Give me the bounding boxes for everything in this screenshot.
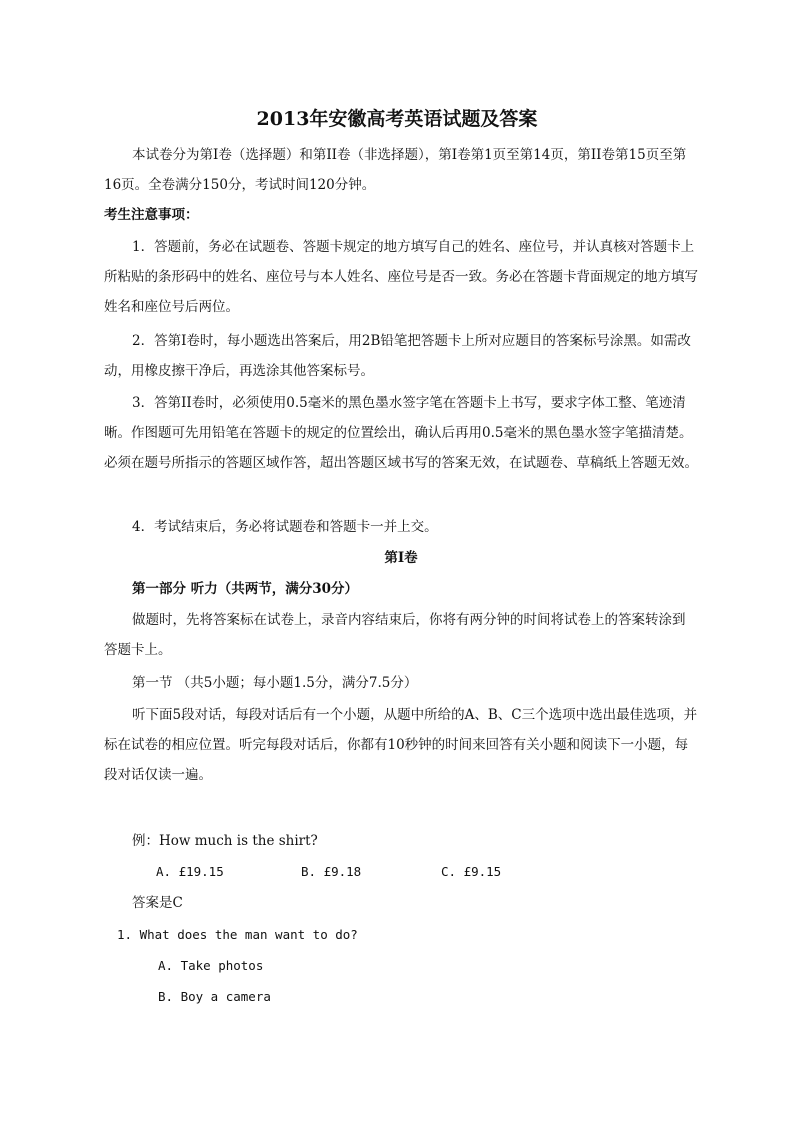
volume-title: 第Ⅰ卷 (384, 550, 418, 566)
section1-instruction: 听下面5段对话，每段对话后有一个小题，从题中所给的A、B、C三个选项中选出最佳选项，并标在试卷的相应位置。听完每段对话后，你都有10秒钟的时间来回答有关小题和阅读下一小题，每段对话仅读一遍。 (104, 707, 698, 783)
example-question: 例：How much is the shirt? (132, 833, 318, 849)
notice-heading: 考生注意事项： (104, 207, 199, 223)
notice-item-1: 1．答题前，务必在试题卷、答题卡规定的地方填写自己的姓名、座位号，并认真核对答题卡上所粘贴的条形码中的姓名、座位号与本人姓名、座位号是否一致。务必在答题卡背面规定的地方填写姓名和座位号后两位。 (104, 239, 698, 315)
example-option-c: C. £9.15 (441, 864, 502, 879)
question-1-option-b: B. Boy a camera (158, 989, 271, 1004)
part1-heading: 第一部分 听力（共两节，满分30分） (132, 581, 358, 597)
notice-item-2: 2．答第Ⅰ卷时，每小题选出答案后，用2B铅笔把答题卡上所对应题目的答案标号涂黑。如需改动，用橡皮擦干净后，再选涂其他答案标号。 (104, 333, 691, 379)
section1-heading: 第一节 （共5小题；每小题1.5分，满分7.5分） (132, 675, 418, 691)
notice-item-4: 4．考试结束后，务必将试题卷和答题卡一并上交。 (132, 519, 438, 535)
example-answer: 答案是C (132, 895, 183, 911)
question-1-stem: 1. What does the man want to do? (117, 927, 358, 942)
example-option-b: B. £9.18 (301, 864, 362, 879)
part1-instruction: 做题时，先将答案标在试卷上，录音内容结束后，你将有两分钟的时间将试卷上的答案转涂到答题卡上。 (104, 612, 686, 658)
question-1-option-a: A. Take photos (158, 958, 264, 973)
notice-item-3: 3．答第II卷时，必须使用0.5毫米的黑色墨水签字笔在答题卡上书写，要求字体工整、笔迹清晰。作图题可先用铅笔在答题卡的规定的位置绘出，确认后再用0.5毫米的黑色墨水签字笔描清楚。必须在题号所指示的答题区域作答，超出答题区域书写的答案无效，在试题卷、草稿纸上答题无效。 (104, 395, 698, 471)
intro-paragraph: 本试卷分为第Ⅰ卷（选择题）和第II卷（非选择题），第Ⅰ卷第1页至第14页，第II卷第15页至第16页。全卷满分150分，考试时间120分钟。 (104, 147, 687, 193)
example-option-a: A. £19.15 (156, 864, 224, 879)
document-title: 2013年安徽高考英语试题及答案 (256, 108, 538, 130)
